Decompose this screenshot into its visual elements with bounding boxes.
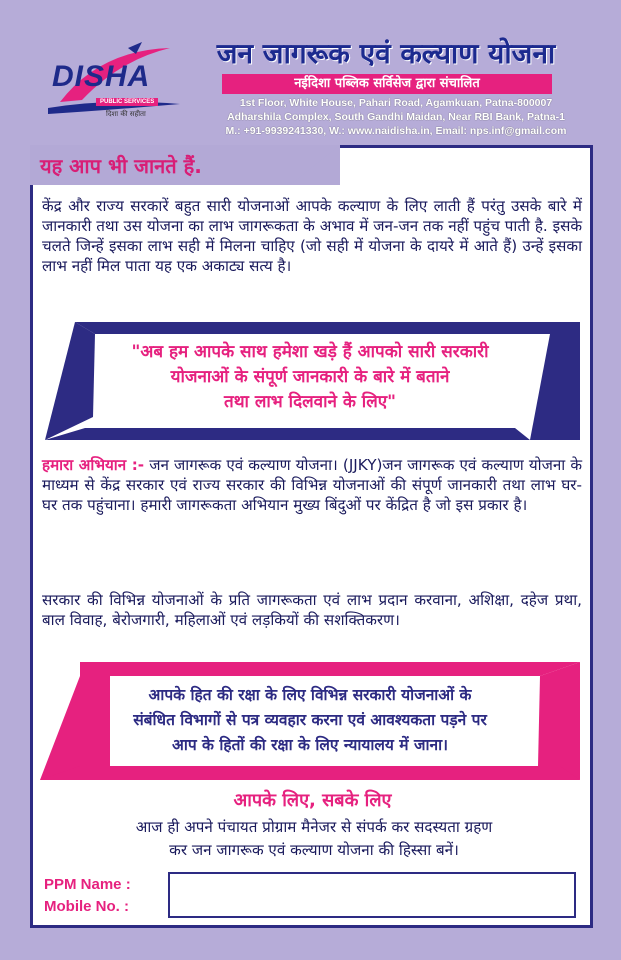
logo-subtext: PUBLIC SERVICES xyxy=(96,98,158,106)
quote-1 xyxy=(70,340,550,415)
quote-2-line-3: आप के हितों की रक्षा के लिए न्यायालय में जाना। xyxy=(172,736,448,754)
campaign-label: हमारा अभियान :- xyxy=(42,456,145,474)
quote-2-line-1: आपके हित की रक्षा के लिए विभिन्न सरकारी योजनाओं के xyxy=(148,686,472,704)
intro-paragraph: केंद्र और राज्य सरकारें बहुत सारी योजनाओं आपके कल्याण के लिए लाती हैं परंतु उसके बारे में जानकारी तथा उस योजना का लाभ जागरूकता के अभाव में जन-जन तक नहीं पहुंच पाती है. इसके चलते जिन्हें इसका लाभ सही में मिलना चाहिए (जो सही में योजना के दायरे में आते हैं) उन्हें इसका लाभ नहीं मिल पाता यह एक अकाट्य सत्य है। xyxy=(42,197,582,275)
quote-2-line-2: संबंधित विभागों से पत्र व्यवहार करना एवं आवश्यकता पड़ने पर xyxy=(133,711,487,729)
contact-line: M.: +91-9939241330, W.: www.naidisha.in, Email: nps.inf@gmail.com xyxy=(225,125,567,137)
page-title: जन जागरूक एवं कल्याण योजना xyxy=(216,37,556,70)
campaign-text: जन जागरूक एवं कल्याण योजना। (JJKY)जन जागरूक एवं कल्याण योजना के माध्यम से केंद्र सरकार एवं राज्य सरकार की विभिन्न योजनाओं की संपूर्ण जानकारी तथा लाभ घर-घर तक पहुंचाना। हमारी जागरूकता अभियान मुख्य बिंदुओं पर केंद्रित है जो इस प्रकार है। xyxy=(42,456,583,514)
awareness-paragraph: सरकार की विभिन्न योजनाओं के प्रति जागरूकता एवं लाभ प्रदान करवाना, अशिक्षा, दहेज प्रथा, बाल विवाह, बेरोजगारी, महिलाओं एवं लड़कियों की सशक्तिकरण। xyxy=(42,591,582,629)
campaign-paragraph xyxy=(42,455,582,515)
page-subtitle: नईदिशा पब्लिक सर्विसेज द्वारा संचालित xyxy=(222,74,552,94)
logo-text: DISHA xyxy=(52,60,151,93)
address-line-2: Adharshila Complex, South Gandhi Maidan, Near RBI Bank, Patna-1 xyxy=(227,111,565,123)
header xyxy=(0,0,621,150)
ppm-name-label: PPM Name : xyxy=(44,876,131,893)
ppm-details-box[interactable] xyxy=(168,872,576,918)
address-line-1: 1st Floor, White House, Pahari Road, Agamkuan, Patna-800007 xyxy=(239,97,553,109)
quote-1-line-2: योजनाओं के संपूर्ण जानकारी के बारे में बताने xyxy=(170,367,450,387)
quote-2 xyxy=(75,683,545,758)
mobile-label: Mobile No. : xyxy=(44,898,129,915)
quote-1-line-1: "अब हम आपके साथ हमेशा खड़े हैं आपको सारी सरकारी xyxy=(131,342,489,362)
contact-instructions xyxy=(44,816,584,862)
tagline: आपके लिए, सबके लिए xyxy=(233,790,392,811)
contact-line-2: कर जन जागरूक एवं कल्याण योजना की हिस्सा बनें। xyxy=(169,841,459,859)
quote-1-line-3: तथा लाभ दिलवाने के लिए" xyxy=(224,392,396,412)
contact-line-1: आज ही अपने पंचायत प्रोग्राम मैनेजर से संपर्क कर सदस्यता ग्रहण xyxy=(135,818,493,836)
logo-tagline: दिशा की सहीता xyxy=(106,110,146,118)
notice-tab-label: यह आप भी जानते हैं. xyxy=(40,154,202,178)
